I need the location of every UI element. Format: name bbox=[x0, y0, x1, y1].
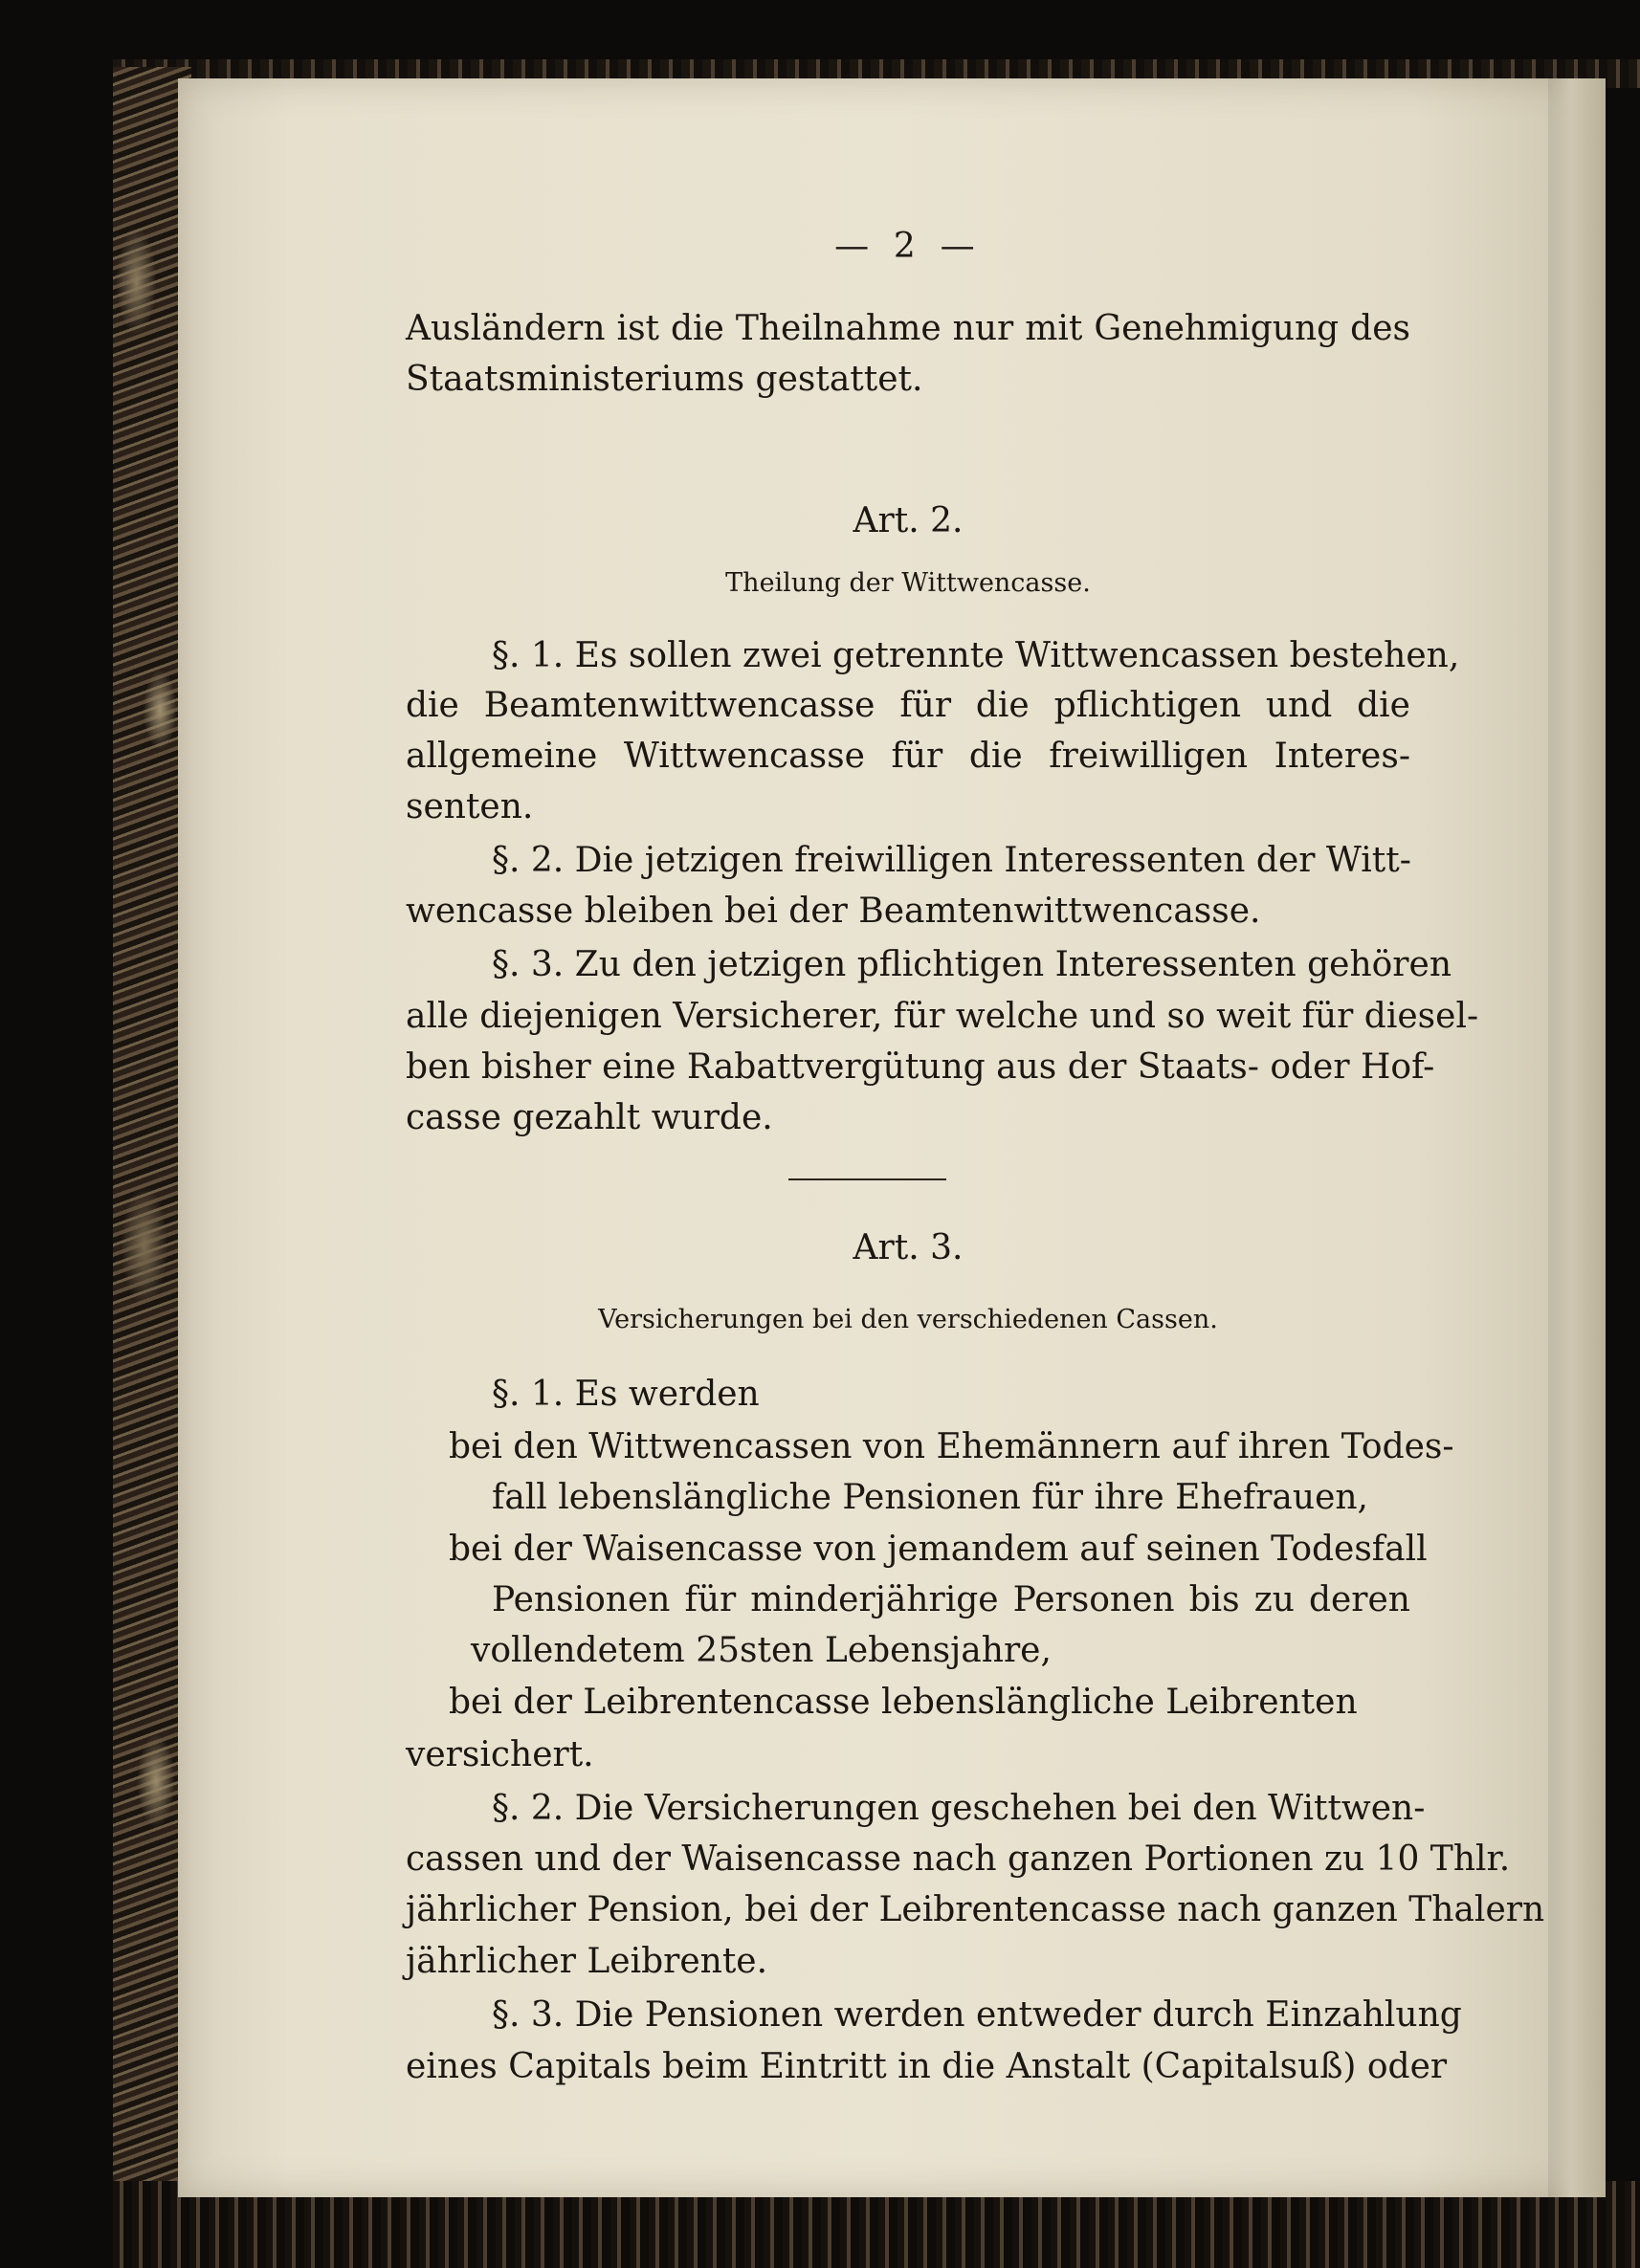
text-line: §. 1. Es werden bbox=[492, 1375, 760, 1414]
text-line: wencasse bleiben bei der Beamtenwittwencasse. bbox=[406, 892, 1261, 931]
text-line: versichert. bbox=[406, 1735, 594, 1774]
text-line: §. 1. Es sollen zwei getrennte Wittwencassen bestehen, bbox=[492, 636, 1460, 675]
text-line: Staatsministeriums gestattet. bbox=[406, 360, 923, 399]
article-heading: Art. 2. bbox=[853, 501, 964, 540]
text-line: senten. bbox=[406, 787, 534, 826]
text-line: ben bisher eine Rabattvergütung aus der Staats- oder Hof- bbox=[406, 1047, 1435, 1087]
text-line: §. 2. Die Versicherungen geschehen bei den Wittwen- bbox=[492, 1789, 1426, 1828]
text-line: jährlicher Pension, bei der Leibrentencasse nach ganzen Thalern bbox=[406, 1890, 1545, 1929]
article-heading: Art. 3. bbox=[853, 1228, 964, 1267]
text-line: bei der Waisencasse von jemandem auf seinen Todesfall bbox=[449, 1530, 1428, 1569]
text-line: eines Capitals beim Eintritt in die Anstalt (Capitalsuß) oder bbox=[406, 2047, 1448, 2086]
text-line: bei den Wittwencassen von Ehemännern auf ihren Todes- bbox=[449, 1427, 1454, 1466]
article-subheading: Versicherungen bei den verschiedenen Cassen. bbox=[598, 1305, 1218, 1334]
text-line: §. 3. Die Pensionen werden entweder durch Einzahlung bbox=[492, 1995, 1462, 2035]
page-gutter bbox=[1548, 78, 1606, 2197]
text-line: cassen und der Waisencasse nach ganzen Portionen zu 10 Thlr. bbox=[406, 1839, 1511, 1879]
text-line: fall lebenslängliche Pensionen für ihre Ehefrauen, bbox=[492, 1478, 1368, 1517]
article-subheading: Theilung der Wittwencasse. bbox=[725, 568, 1091, 598]
text-line: Ausländern ist die Theilnahme nur mit Genehmigung des bbox=[406, 309, 1410, 348]
section-divider bbox=[788, 1178, 946, 1180]
text-line: casse gezahlt wurde. bbox=[406, 1098, 773, 1137]
text-line: vollendetem 25sten Lebensjahre, bbox=[471, 1631, 1052, 1670]
text-line: alle diejenigen Versicherer, für welche und so weit für diesel- bbox=[406, 997, 1479, 1036]
text-line: jährlicher Leibrente. bbox=[406, 1942, 768, 1981]
text-line: bei der Leibrentencasse lebenslängliche Leibrenten bbox=[449, 1683, 1358, 1722]
text-line: die Beamtenwittwencasse für die pflichtigen und die bbox=[406, 686, 1410, 725]
text-line: Pensionen für minderjährige Personen bis zu deren bbox=[492, 1580, 1410, 1619]
page-number: — 2 — bbox=[834, 227, 982, 266]
text-line: §. 3. Zu den jetzigen pflichtigen Interessenten gehören bbox=[492, 945, 1452, 984]
text-line: allgemeine Wittwencasse für die freiwilligen Interes- bbox=[406, 737, 1410, 776]
text-line: §. 2. Die jetzigen freiwilligen Interessenten der Witt- bbox=[492, 841, 1411, 880]
